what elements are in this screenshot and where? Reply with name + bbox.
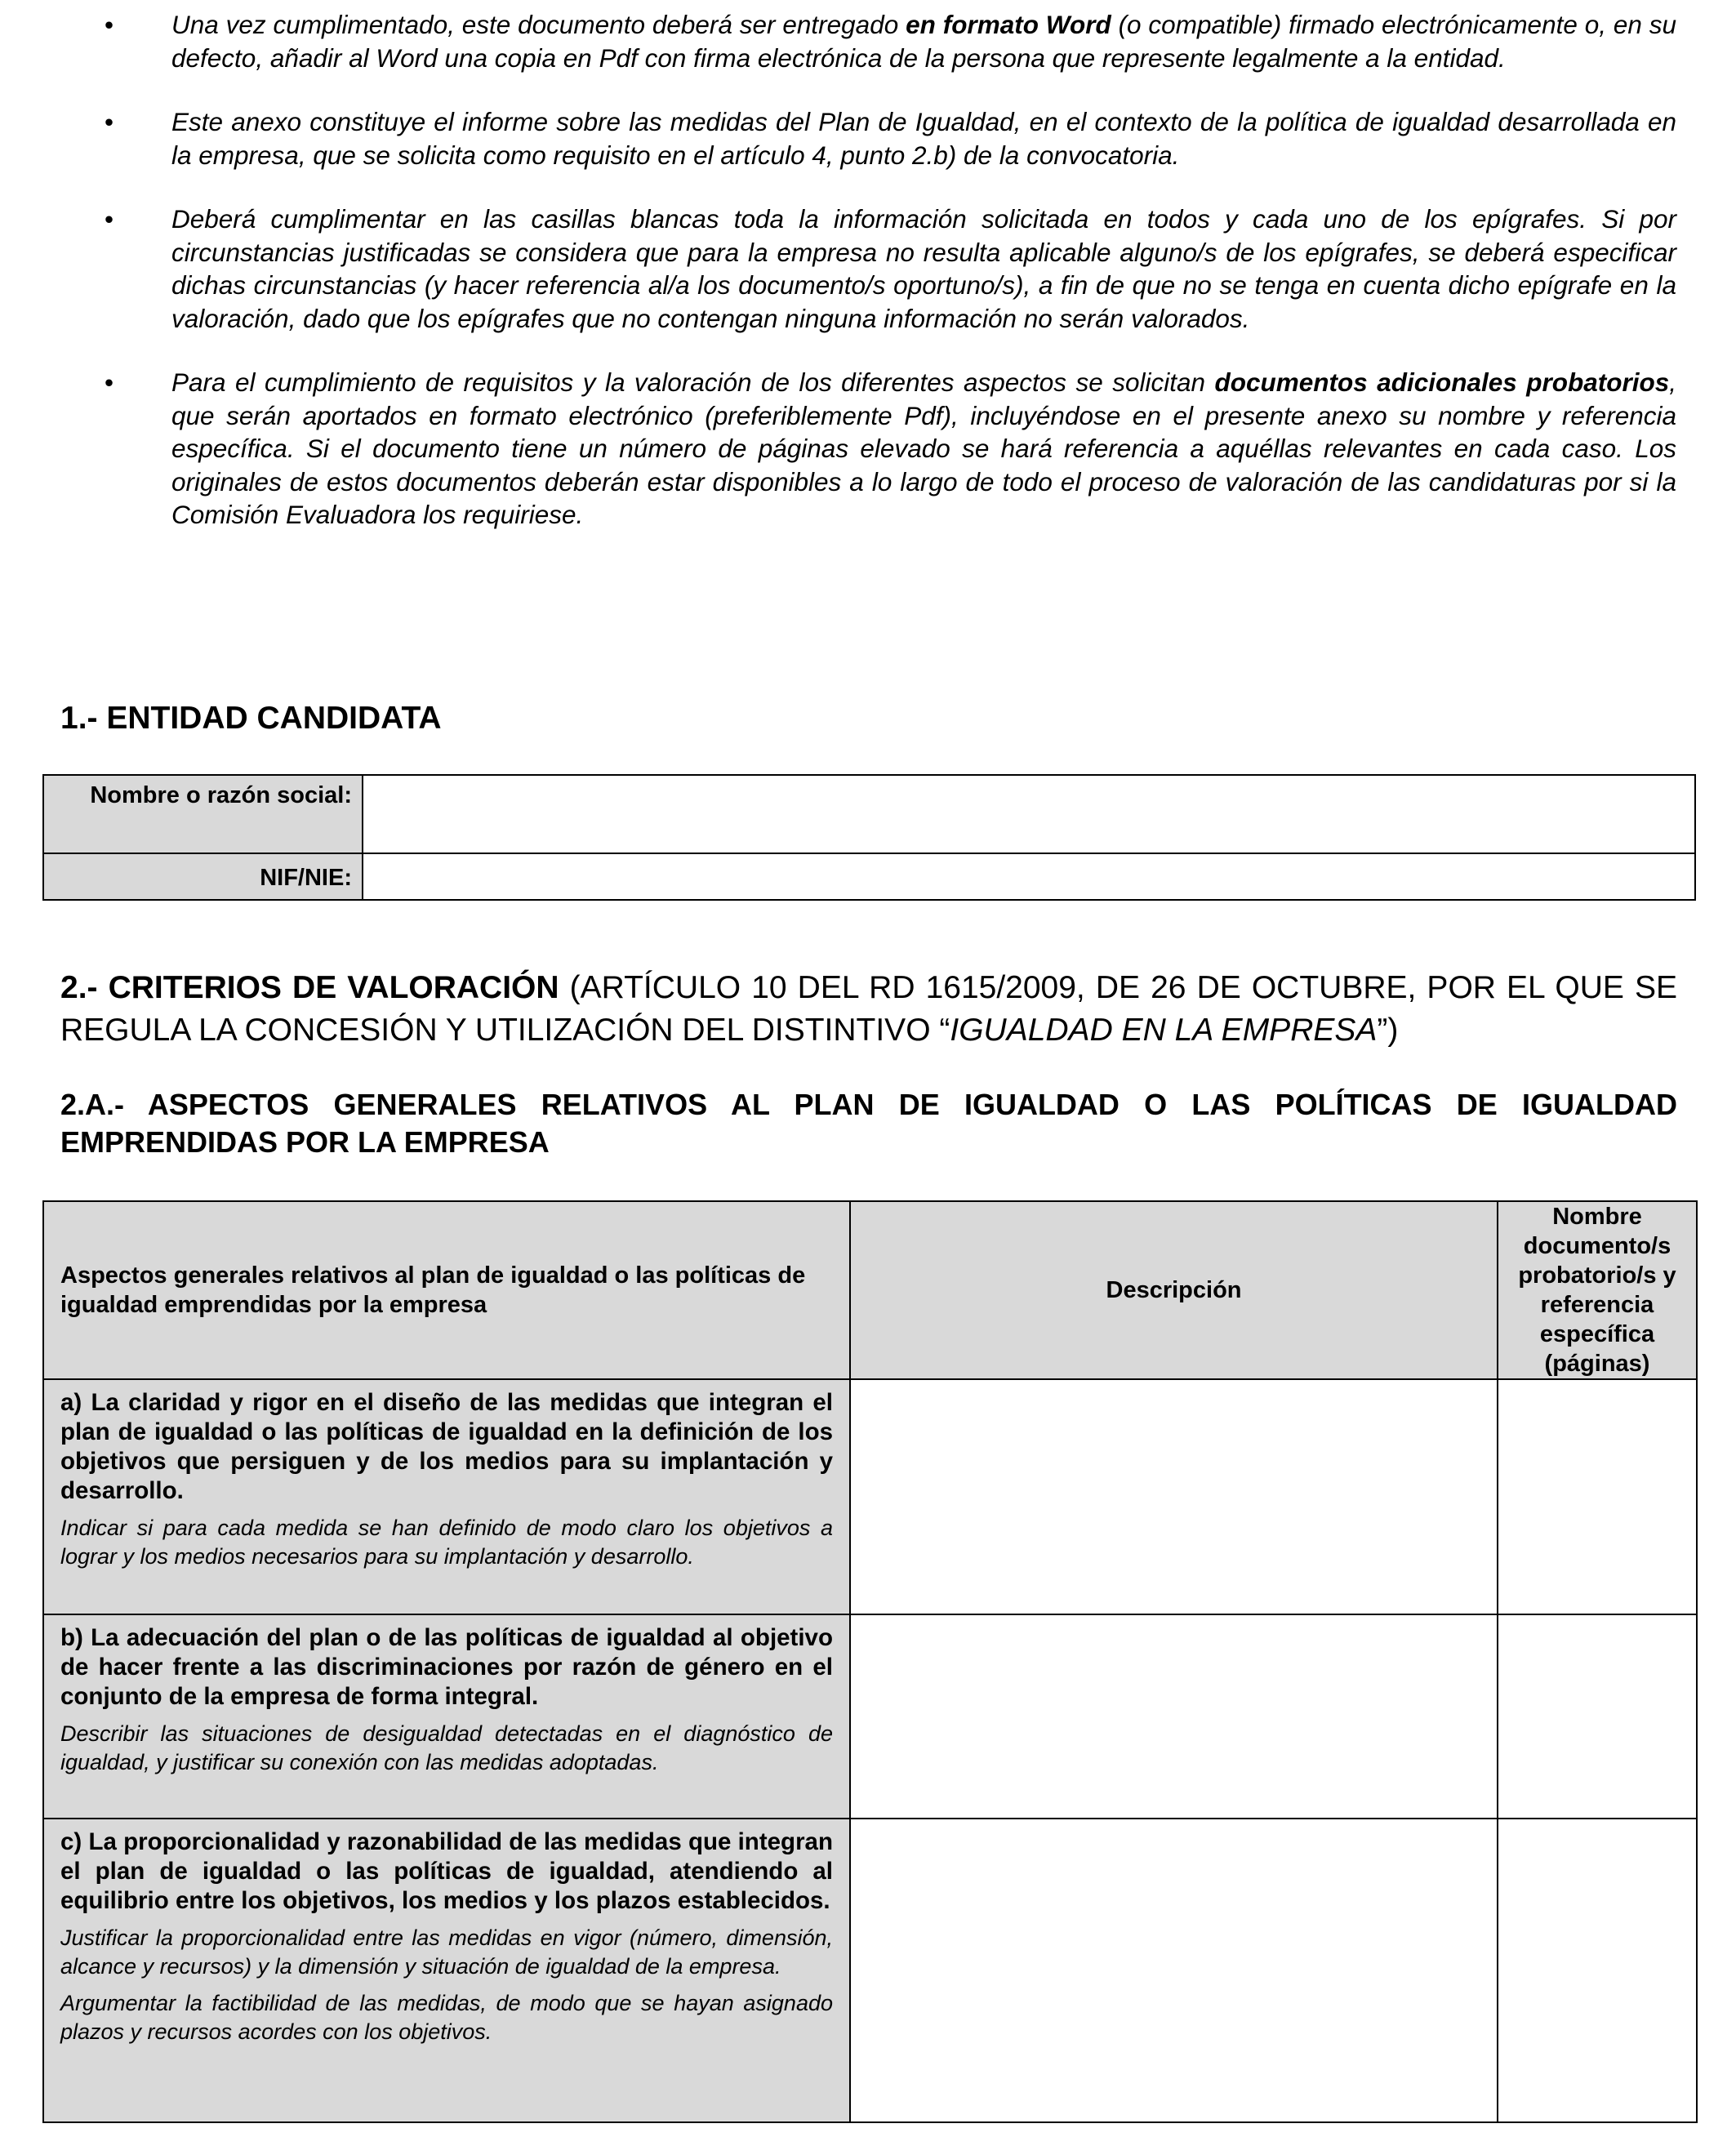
entidad-candidata-table <box>42 774 1696 901</box>
documento-field[interactable] <box>1498 1379 1697 1614</box>
criterios-table <box>42 1200 1698 2123</box>
nombre-field[interactable] <box>363 775 1695 853</box>
descripcion-field[interactable] <box>850 1819 1498 2122</box>
bullet-icon: • <box>105 367 114 397</box>
aspect-note: Indicar si para cada medida se han definido de modo claro los objetivos a lograr y los medios necesarios para su implantación y desarrollo. <box>60 1516 833 1569</box>
table-row <box>43 1614 1697 1819</box>
documento-field[interactable] <box>1498 1614 1697 1819</box>
section-2a-heading: 2.A.- ASPECTOS GENERALES RELATIVOS AL PLAN DE IGUALDAD O LAS POLÍTICAS DE IGUALDAD EMPRENDIDAS POR LA EMPRESA <box>60 1088 1677 1159</box>
section-1-heading: 1.- ENTIDAD CANDIDATA <box>60 701 442 736</box>
bullet-icon: • <box>105 10 114 39</box>
instructions-list <box>105 8 1676 563</box>
documento-field[interactable] <box>1498 1819 1697 2122</box>
descripcion-field[interactable] <box>850 1614 1498 1819</box>
aspect-cell <box>43 1379 850 1614</box>
table-header-row <box>43 1201 1697 1379</box>
instruction-item: • Este anexo constituye el informe sobre las medidas del Plan de Igualdad, en el contexto de la política de igualdad desarrollada en la empresa, que se solicita como requisito en el artículo 4, punto 2.b) de la convocatoria. <box>105 107 1676 170</box>
bullet-icon: • <box>105 107 114 136</box>
descripcion-field[interactable] <box>850 1379 1498 1614</box>
instruction-item: • Deberá cumplimentar en las casillas blancas toda la información solicitada en todos y cada uno de los epígrafes. Si por circunstancias justificadas se considera que para la empresa no resulta aplicable alguno/s de los epígrafes, se deberá especificar dichas circunstancias (y hacer referencia al/a los documento/s oportuno/s), a fin de que no se tenga en cuenta dicho epígrafe en la valoración, dado que los epígrafes que no contengan ninguna información no serán valorados. <box>105 204 1676 333</box>
bullet-icon: • <box>105 204 114 234</box>
table-row <box>43 1379 1697 1614</box>
aspect-note: Describir las situaciones de desigualdad detectadas en el diagnóstico de igualdad, y justificar su conexión con las medidas adoptadas. <box>60 1721 833 1774</box>
aspect-title: c) La proporcionalidad y razonabilidad de las medidas que integran el plan de igualdad o las políticas de igualdad, atendiendo al equilibrio entre los objetivos, los medios y los plazos establecidos. <box>60 1828 833 1914</box>
aspect-title: b) La adecuación del plan o de las políticas de igualdad al objetivo de hacer frente a las discriminaciones por razón de género en el conjunto de la empresa de forma integral. <box>60 1624 833 1710</box>
nombre-label: Nombre o razón social: <box>43 775 363 853</box>
nif-label: NIF/NIE: <box>43 853 363 900</box>
instruction-item: • Una vez cumplimentado, este documento deberá ser entregado en formato Word (o compatible) firmado electrónicamente o, en su defecto, añadir al Word una copia en Pdf con firma electrónica de la persona que represente legalmente a la entidad. <box>105 10 1676 73</box>
aspect-title: a) La claridad y rigor en el diseño de las medidas que integran el plan de igualdad o las políticas de igualdad en la definición de los objetivos que persiguen y de los medios para su implantación y desarrollo. <box>60 1389 833 1504</box>
aspect-cell <box>43 1614 850 1819</box>
table-row <box>43 775 1695 853</box>
instruction-item: • Para el cumplimiento de requisitos y la valoración de los diferentes aspectos se solicitan documentos adicionales probatorios, que serán aportados en formato electrónico (preferiblemente Pdf), incluyéndose en el presente anexo su nombre y referencia específica. Si el documento tiene un número de páginas elevado se hará referencia a aquéllas relevantes en cada caso. Los originales de estos documentos deberán estar disponibles a lo largo de todo el proceso de valoración de las candidaturas por si la Comisión Evaluadora los requiriese. <box>105 367 1676 529</box>
column-header-aspectos: Aspectos generales relativos al plan de igualdad o las políticas de igualdad emprendidas por la empresa <box>43 1201 850 1379</box>
column-header-descripcion: Descripción <box>850 1201 1498 1379</box>
table-row <box>43 1819 1697 2122</box>
nif-field[interactable] <box>363 853 1695 900</box>
aspect-note: Justificar la proporcionalidad entre las medidas en vigor (número, dimensión, alcance y recursos) y la dimensión y situación de igualdad de la empresa. <box>60 1926 833 1979</box>
table-row <box>43 853 1695 900</box>
column-header-documento: Nombre documento/s probatorio/s y referencia específica (páginas) <box>1498 1201 1697 1379</box>
aspect-cell <box>43 1819 850 2122</box>
aspect-note: Argumentar la factibilidad de las medidas, de modo que se hayan asignado plazos y recursos acordes con los objetivos. <box>60 1991 833 2044</box>
section-2-heading: 2.- CRITERIOS DE VALORACIÓN (ARTÍCULO 10 DEL RD 1615/2009, DE 26 DE OCTUBRE, POR EL QUE SE REGULA LA CONCESIÓN Y UTILIZACIÓN DEL DISTINTIVO “IGUALDAD EN LA EMPRESA”) <box>60 970 1677 1048</box>
